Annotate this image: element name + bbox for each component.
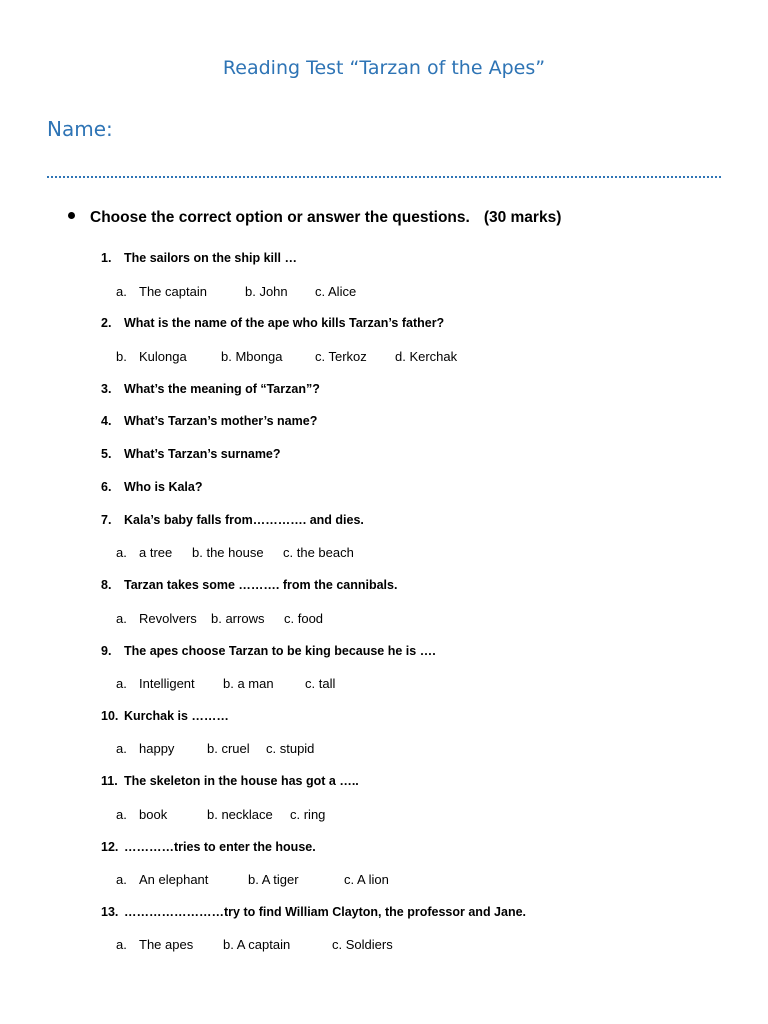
option: b. Mbonga	[221, 349, 283, 364]
question-11: 11. The skeleton in the house has got a …..	[101, 774, 359, 788]
option: b. cruel	[207, 741, 250, 756]
option: c. tall	[305, 676, 336, 691]
option: a tree	[139, 545, 173, 560]
option: c. Terkoz	[315, 349, 367, 364]
question-8: 8. Tarzan takes some ………. from the cannibals.	[101, 578, 398, 592]
option: Intelligent	[139, 676, 195, 691]
instruction-text: Choose the correct option or answer the questions.	[90, 209, 470, 226]
question-13: 13. ……………………try to find William Clayton, the professor and Jane.	[101, 905, 527, 919]
page-title: Reading Test “Tarzan of the Apes”	[222, 57, 546, 79]
question-3: 3. What’s the meaning of “Tarzan”?	[101, 382, 320, 396]
question-10: 10. Kurchak is ………	[101, 709, 229, 723]
option: b. John	[245, 284, 288, 299]
question-12: 12. …………tries to enter the house.	[101, 840, 316, 854]
question-7: 7. Kala’s baby falls from…………. and dies.	[101, 513, 364, 527]
option: c. A lion	[344, 872, 389, 887]
option: Kulonga	[139, 349, 187, 364]
option: c. Soldiers	[332, 937, 393, 952]
option: c. ring	[290, 807, 326, 822]
question-9: 9. The apes choose Tarzan to be king because he is ….	[101, 644, 436, 658]
option: d. Kerchak	[395, 349, 458, 364]
question-4: 4. What’s Tarzan’s mother’s name?	[101, 414, 318, 428]
question-6: 6. Who is Kala?	[101, 480, 203, 494]
question-1: 1. The sailors on the ship kill …	[101, 251, 297, 265]
option: c. stupid	[266, 741, 315, 756]
bullet-icon	[68, 212, 75, 219]
option: book	[139, 807, 168, 822]
name-label: Name:	[47, 117, 113, 141]
option: b. A tiger	[248, 872, 299, 887]
option: Revolvers	[139, 611, 197, 626]
instruction-line	[68, 209, 561, 227]
question-5: 5. What’s Tarzan’s surname?	[101, 447, 281, 461]
name-dotted-line	[47, 176, 721, 178]
option: c. Alice	[315, 284, 357, 299]
option: c. the beach	[283, 545, 354, 560]
option: The captain	[139, 284, 207, 299]
option: b. arrows	[211, 611, 265, 626]
marks-text: (30 marks)	[483, 209, 562, 226]
option: happy	[139, 741, 175, 756]
question-2: 2. What is the name of the ape who kills Tarzan’s father?	[101, 316, 445, 330]
option: The apes	[139, 937, 194, 952]
option: b. a man	[223, 676, 274, 691]
option: b. the house	[192, 545, 264, 560]
option: b. necklace	[207, 807, 273, 822]
option: An elephant	[139, 872, 209, 887]
option: c. food	[284, 611, 324, 626]
option: b. A captain	[223, 937, 291, 952]
